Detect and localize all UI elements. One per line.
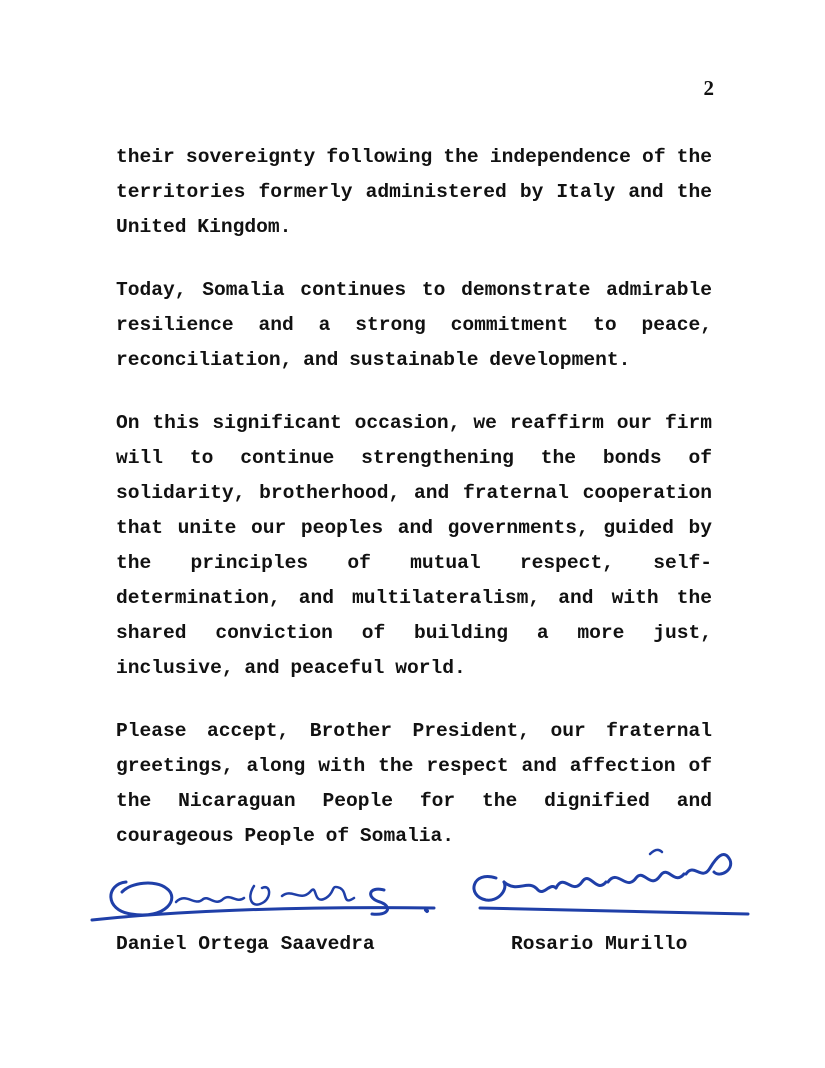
paragraph-1: their sovereignty following the independence of the territories formerly administered by Italy and the United Kingdom. <box>116 146 712 238</box>
signature-rosario-murillo <box>458 838 758 928</box>
signature-daniel-ortega <box>86 862 436 932</box>
paragraph-3: On this significant occasion, we reaffirm our firm will to continue strengthening the bonds of solidarity, brotherhood, and fraternal cooperation that unite our peoples and governments, guided by the principles of mutual respect, self-determination, and multilateralism, and with the shared conviction of building a more just, inclusive, and peaceful world. <box>116 412 712 679</box>
page-number: 2 <box>703 76 714 100</box>
signatory-name-rosario-murillo: Rosario Murillo <box>511 933 688 955</box>
paragraph-2: Today, Somalia continues to demonstrate admirable resilience and a strong commitment to peace, reconciliation, and sustainable development. <box>116 279 712 371</box>
signatory-name-daniel-ortega: Daniel Ortega Saavedra <box>116 933 375 955</box>
letter-body <box>116 140 712 882</box>
paragraph-4: Please accept, Brother President, our fraternal greetings, along with the respect and affection of the Nicaraguan People for the dignified and courageous People of Somalia. <box>116 720 712 847</box>
